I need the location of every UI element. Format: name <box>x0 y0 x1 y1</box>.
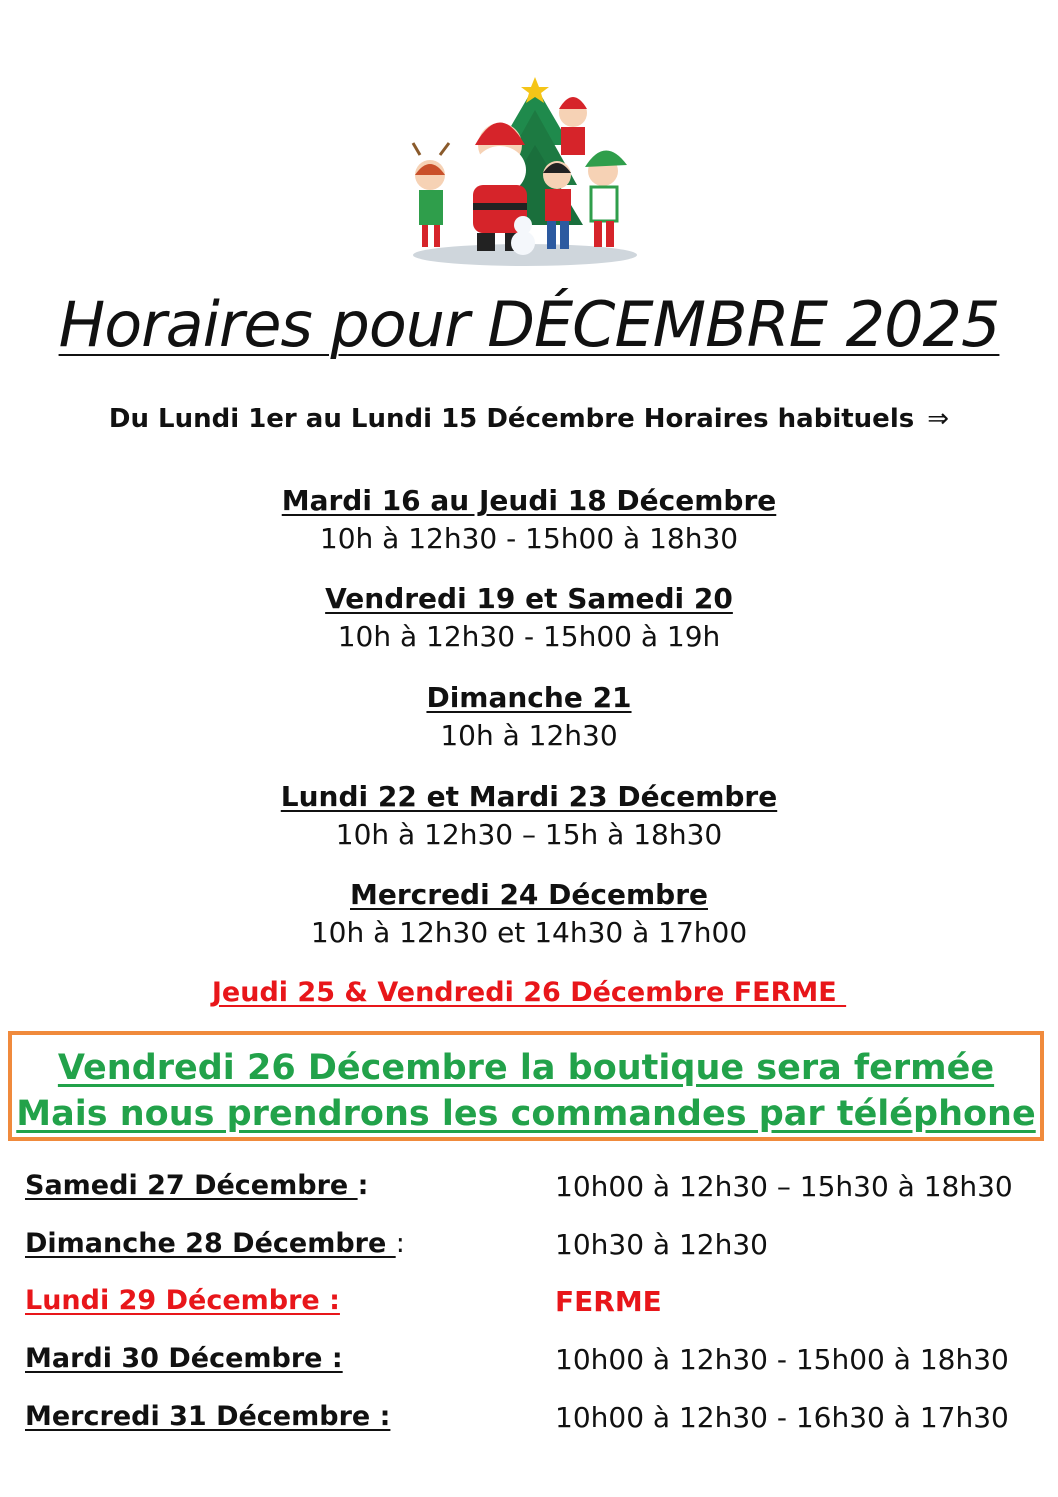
schedule-day: Mardi 16 au Jeudi 18 Décembre <box>281 484 777 517</box>
schedule-day: Dimanche 21 <box>426 681 632 714</box>
notice-line-1: Vendredi 26 Décembre la boutique sera fermée <box>57 1048 995 1088</box>
schedule-block <box>0 482 1058 558</box>
intro-text: Du Lundi 1er au Lundi 15 Décembre Horaires habituels <box>108 404 915 434</box>
page-title: Horaires pour DÉCEMBRE 2025 <box>58 288 1000 361</box>
schedule-hours: 10h à 12h30 – 15h à 18h30 <box>335 818 723 851</box>
schedule-row-closed <box>25 1285 1035 1325</box>
schedule-block <box>0 580 1058 656</box>
schedule-hours: 10h à 12h30 - 15h00 à 18h30 <box>319 522 739 555</box>
schedule-hours: 10h à 12h30 - 15h00 à 19h <box>337 620 721 653</box>
notice-line-2: Mais nous prendrons les commandes par téléphone <box>16 1094 1036 1134</box>
intro-line <box>0 404 1058 434</box>
schedule-hours: 10h à 12h30 et 14h30 à 17h00 <box>310 916 748 949</box>
schedule-day: Vendredi 19 et Samedi 20 <box>325 582 733 615</box>
schedule-block <box>0 679 1058 755</box>
christmas-santa-kids-icon <box>405 75 645 270</box>
row-value: FERME <box>555 1285 662 1318</box>
row-value: 10h00 à 12h30 - 15h00 à 18h30 <box>555 1343 1009 1376</box>
closed-notice: Jeudi 25 & Vendredi 26 Décembre FERME <box>211 977 847 1008</box>
schedule-block <box>0 876 1058 952</box>
row-label: Dimanche 28 Décembre : <box>25 1228 405 1259</box>
schedule-block <box>0 778 1058 854</box>
row-label: Mardi 30 Décembre : <box>25 1343 343 1374</box>
row-value: 10h00 à 12h30 – 15h30 à 18h30 <box>555 1170 1013 1203</box>
schedule-row <box>25 1170 1035 1210</box>
schedule-row <box>25 1401 1035 1441</box>
row-label: Mercredi 31 Décembre : <box>25 1401 391 1432</box>
schedule-row <box>25 1228 1035 1268</box>
row-value: 10h30 à 12h30 <box>555 1228 768 1261</box>
schedule-hours: 10h à 12h30 <box>440 719 618 752</box>
schedule-day: Lundi 22 et Mardi 23 Décembre <box>280 780 778 813</box>
right-arrow-icon: ⇒ <box>927 404 950 434</box>
notice-box <box>8 1031 1044 1141</box>
row-label: Lundi 29 Décembre : <box>25 1285 340 1316</box>
schedule-day: Mercredi 24 Décembre <box>350 878 708 911</box>
schedule-row <box>25 1343 1035 1383</box>
row-value: 10h00 à 12h30 - 16h30 à 17h30 <box>555 1401 1009 1434</box>
row-label: Samedi 27 Décembre : <box>25 1170 369 1201</box>
